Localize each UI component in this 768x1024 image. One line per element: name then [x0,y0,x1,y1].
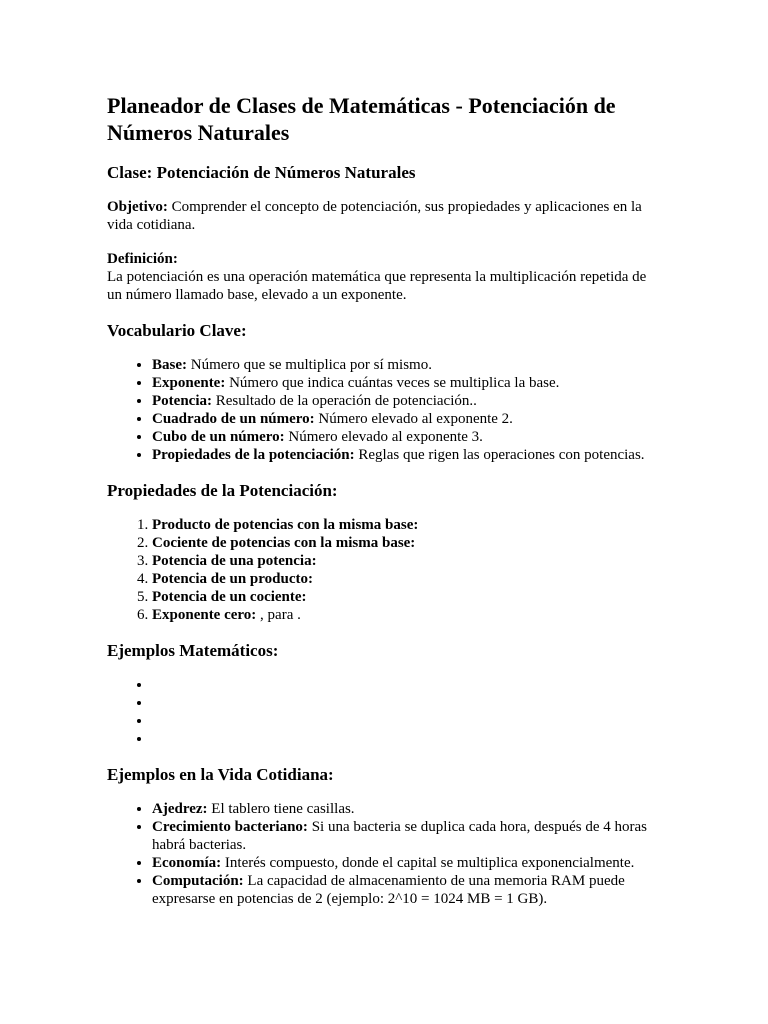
list-item-term: Exponente: [152,375,226,391]
vocabulary-heading: Vocabulario Clave: [107,321,247,340]
list-item [152,694,658,712]
list-item-term: Cuadrado de un número: [152,411,315,427]
list-item-text: Número elevado al exponente 3. [284,429,483,445]
list-item [152,606,658,624]
list-item-text: La capacidad de almacenamiento de una memoria RAM puede expresarse en potencias de 2 (ejemplo: 2^10 = 1024 MB = 1 GB). [152,873,625,907]
math-examples-list [107,676,658,748]
list-item-text: Interés compuesto, donde el capital se multiplica exponencialmente. [221,855,635,871]
list-item-text: Número que indica cuántas veces se multiplica la base. [225,375,560,391]
list-item [152,516,658,534]
list-item [152,588,658,606]
class-heading: Clase: Potenciación de Números Naturales [107,163,416,182]
definition-label: Definición: [107,251,178,267]
list-item-term: Exponente cero: [152,607,257,623]
list-item-term: Potencia de un producto: [152,571,313,587]
page-title: Planeador de Clases de Matemáticas - Potenciación de Números Naturales [107,93,616,145]
list-item [152,730,658,748]
list-item-term: Crecimiento bacteriano: [152,819,308,835]
list-item-text: , para . [256,607,301,623]
properties-list [107,516,658,624]
daily-examples-list [107,800,658,908]
definition-paragraph [107,250,658,304]
list-item-text: Resultado de la operación de potenciación.. [211,393,477,409]
list-item [152,676,658,694]
list-item [152,356,658,374]
properties-heading: Propiedades de la Potenciación: [107,481,338,500]
list-item-text: Número elevado al exponente 2. [314,411,513,427]
list-item-text: El tablero tiene casillas. [207,801,355,817]
list-item-term: Propiedades de la potenciación: [152,447,355,463]
list-item-text: Reglas que rigen las operaciones con potencias. [354,447,645,463]
list-item-term: Computación: [152,873,244,889]
daily-examples-heading: Ejemplos en la Vida Cotidiana: [107,765,334,784]
list-item-term: Potencia: [152,393,212,409]
list-item-text: Número que se multiplica por sí mismo. [187,357,432,373]
list-item [152,428,658,446]
list-item-term: Potencia de un cociente: [152,589,307,605]
list-item [152,534,658,552]
list-item-term: Cociente de potencias con la misma base: [152,535,416,551]
list-item [152,374,658,392]
list-item [152,552,658,570]
list-item-text: Si una bacteria se duplica cada hora, después de 4 horas habrá bacterias. [152,819,647,853]
list-item-term: Base: [152,357,187,373]
list-item [152,800,658,818]
list-item [152,818,658,854]
list-item-term: Cubo de un número: [152,429,285,445]
vocabulary-list [107,356,658,464]
list-item-term: Potencia de una potencia: [152,553,317,569]
list-item-term: Producto de potencias con la misma base: [152,517,419,533]
list-item [152,712,658,730]
objective-paragraph [107,198,658,234]
objective-label: Objetivo: [107,199,168,215]
list-item [152,872,658,908]
list-item [152,570,658,588]
list-item-term: Economía: [152,855,222,871]
objective-text: Comprender el concepto de potenciación, sus propiedades y aplicaciones en la vida cotidiana. [107,199,642,233]
list-item [152,392,658,410]
definition-text: La potenciación es una operación matemática que representa la multiplicación repetida de un número llamado base, elevado a un exponente. [107,269,647,303]
list-item-term: Ajedrez: [152,801,208,817]
math-examples-heading: Ejemplos Matemáticos: [107,641,279,660]
list-item [152,854,658,872]
list-item [152,410,658,428]
list-item [152,446,658,464]
